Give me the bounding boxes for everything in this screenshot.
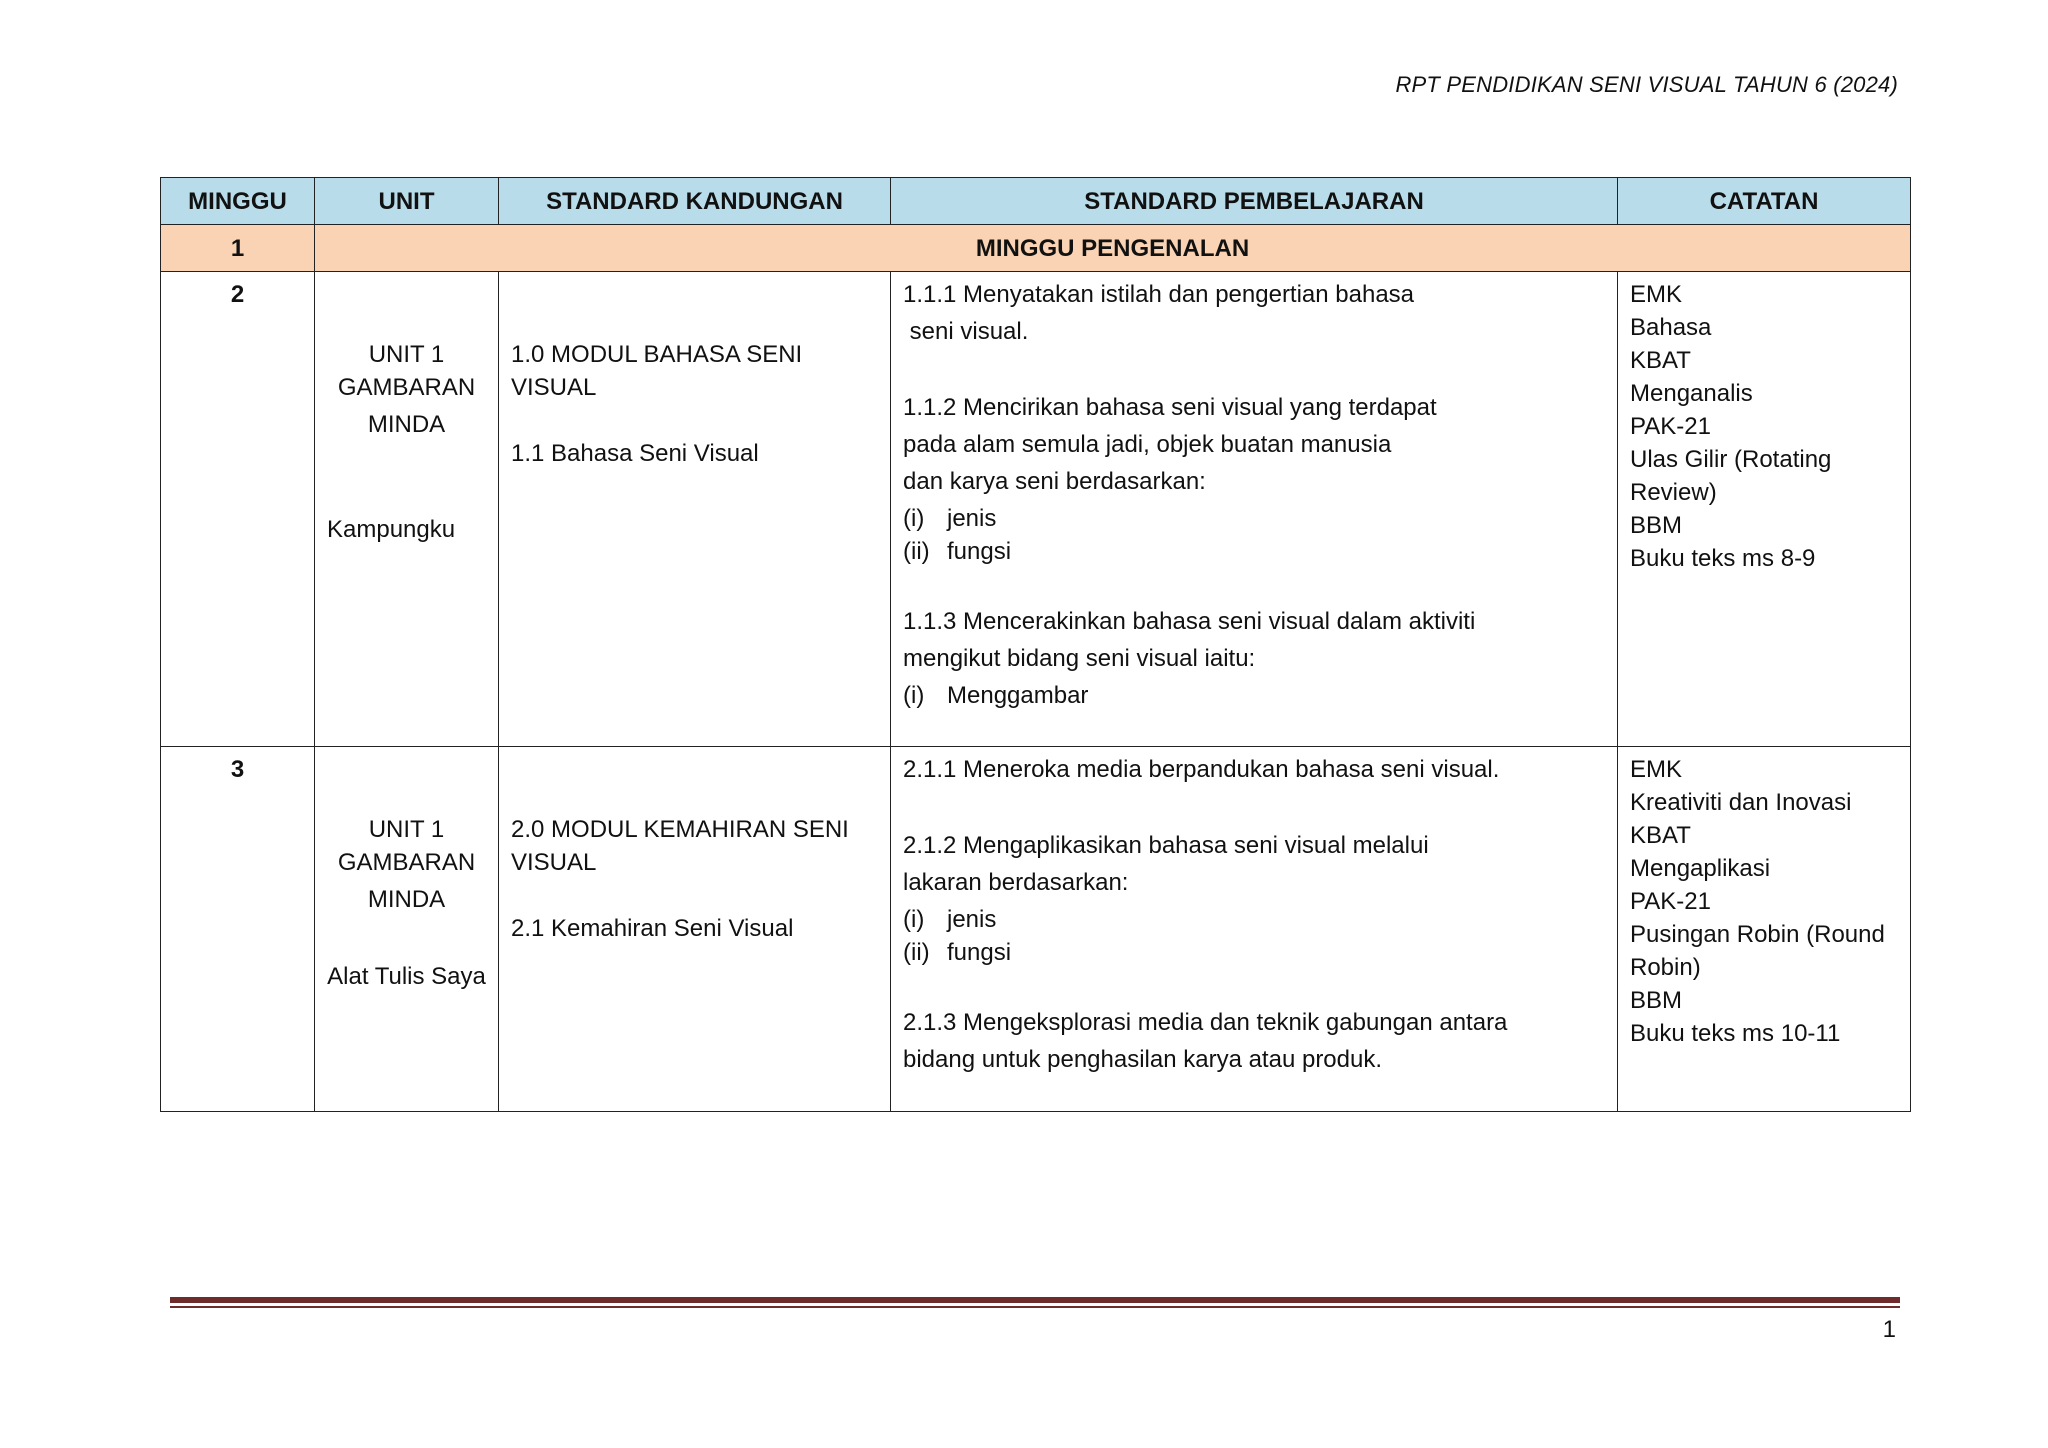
catatan-line: Review) <box>1630 479 1717 506</box>
catatan-line: Bahasa <box>1630 314 1712 341</box>
standard-kandungan-cell <box>499 272 891 747</box>
sk-subtopic: 2.1 Kemahiran Seni Visual <box>511 915 794 942</box>
list-marker: (i) <box>903 682 925 709</box>
week-number-cell: 1 <box>161 225 315 272</box>
sp-list-item <box>903 936 1605 969</box>
unit-title <box>327 813 486 916</box>
lesson-plan-table <box>160 177 1911 1112</box>
list-text: fungsi <box>947 939 1012 966</box>
catatan-line: Menganalis <box>1630 380 1753 407</box>
week-number-cell: 3 <box>161 747 315 1112</box>
column-header-minggu: MINGGU <box>161 178 315 225</box>
sp-list-item <box>903 535 1605 568</box>
catatan-line: BBM <box>1630 512 1683 539</box>
column-header-catatan: CATATAN <box>1618 178 1911 225</box>
list-text: Menggambar <box>947 682 1089 709</box>
catatan-line: Buku teks ms 8-9 <box>1630 545 1816 572</box>
sp-line: mengikut bidang seni visual iaitu: <box>903 645 1256 672</box>
catatan-line: Kreativiti dan Inovasi <box>1630 789 1852 816</box>
document-header-title: RPT PENDIDIKAN SENI VISUAL TAHUN 6 (2024) <box>1395 72 1898 97</box>
sp-line: 1.1.1 Menyatakan istilah dan pengertian bahasa <box>903 281 1415 308</box>
catatan-cell <box>1618 747 1911 1112</box>
sp-line: pada alam semula jadi, objek buatan manusia <box>903 431 1392 458</box>
catatan-cell <box>1618 272 1911 747</box>
unit-title-line: GAMBARAN <box>337 374 476 401</box>
unit-title-line: UNIT 1 <box>368 816 445 843</box>
footer-divider <box>170 1297 1900 1303</box>
sk-module-title: 1.0 MODUL BAHASA SENI VISUAL <box>511 341 803 401</box>
unit-title <box>327 338 486 441</box>
intro-week-label: MINGGU PENGENALAN <box>315 225 1911 272</box>
catatan-line: BBM <box>1630 987 1683 1014</box>
sp-line: dan karya seni berdasarkan: <box>903 468 1206 495</box>
list-text: fungsi <box>947 538 1012 565</box>
table-header-row <box>161 178 1911 225</box>
catatan-line: EMK <box>1630 756 1683 783</box>
standard-kandungan-cell <box>499 747 891 1112</box>
catatan-line: KBAT <box>1630 347 1691 374</box>
catatan-line: Robin) <box>1630 954 1701 981</box>
sp-list-item <box>903 903 1605 936</box>
catatan-line: PAK-21 <box>1630 888 1711 915</box>
standard-pembelajaran-cell <box>891 272 1618 747</box>
table-row <box>161 272 1911 747</box>
unit-topic: Kampungku <box>327 516 456 543</box>
catatan-line: Buku teks ms 10-11 <box>1630 1020 1841 1047</box>
unit-cell <box>315 272 499 747</box>
sp-list-item <box>903 502 1605 535</box>
sp-line: 2.1.1 Meneroka media berpandukan bahasa seni visual. <box>903 756 1500 783</box>
list-marker: (ii) <box>903 538 930 565</box>
table-row <box>161 747 1911 1112</box>
sp-line: bidang untuk penghasilan karya atau produk. <box>903 1046 1383 1073</box>
catatan-line: PAK-21 <box>1630 413 1711 440</box>
sp-line: 2.1.3 Mengeksplorasi media dan teknik gabungan antara <box>903 1009 1508 1036</box>
unit-title-line: GAMBARAN <box>337 849 476 876</box>
unit-topic: Alat Tulis Saya <box>327 963 486 990</box>
sp-list-item <box>903 679 1605 712</box>
list-marker: (i) <box>903 505 925 532</box>
unit-title-line: MINDA <box>367 411 446 438</box>
sp-line: seni visual. <box>903 318 1029 345</box>
catatan-line: Mengaplikasi <box>1630 855 1771 882</box>
sk-module-title: 2.0 MODUL KEMAHIRAN SENI <box>511 816 849 843</box>
standard-pembelajaran-cell <box>891 747 1618 1112</box>
column-header-unit: UNIT <box>315 178 499 225</box>
list-marker: (i) <box>903 906 925 933</box>
unit-title-line: UNIT 1 <box>368 341 445 368</box>
catatan-line: EMK <box>1630 281 1683 308</box>
catatan-line: Pusingan Robin (Round <box>1630 921 1885 948</box>
sk-subtopic: 1.1 Bahasa Seni Visual <box>511 440 759 467</box>
unit-cell <box>315 747 499 1112</box>
catatan-line: Ulas Gilir (Rotating <box>1630 446 1832 473</box>
list-text: jenis <box>947 906 997 933</box>
list-marker: (ii) <box>903 939 930 966</box>
sp-line: 1.1.3 Mencerakinkan bahasa seni visual dalam aktiviti <box>903 608 1476 635</box>
page-number: 1 <box>1882 1316 1896 1343</box>
column-header-standard-pembelajaran: STANDARD PEMBELAJARAN <box>891 178 1618 225</box>
sk-module-title: VISUAL <box>511 849 597 876</box>
catatan-line: KBAT <box>1630 822 1691 849</box>
footer-divider-thin <box>170 1306 1900 1308</box>
sp-line: 2.1.2 Mengaplikasikan bahasa seni visual melalui <box>903 832 1429 859</box>
list-text: jenis <box>947 505 997 532</box>
sp-line: lakaran berdasarkan: <box>903 869 1129 896</box>
column-header-standard-kandungan: STANDARD KANDUNGAN <box>499 178 891 225</box>
sp-line: 1.1.2 Mencirikan bahasa seni visual yang terdapat <box>903 394 1437 421</box>
table-row-intro-week <box>161 225 1911 272</box>
unit-title-line: MINDA <box>367 886 446 913</box>
week-number-cell: 2 <box>161 272 315 747</box>
